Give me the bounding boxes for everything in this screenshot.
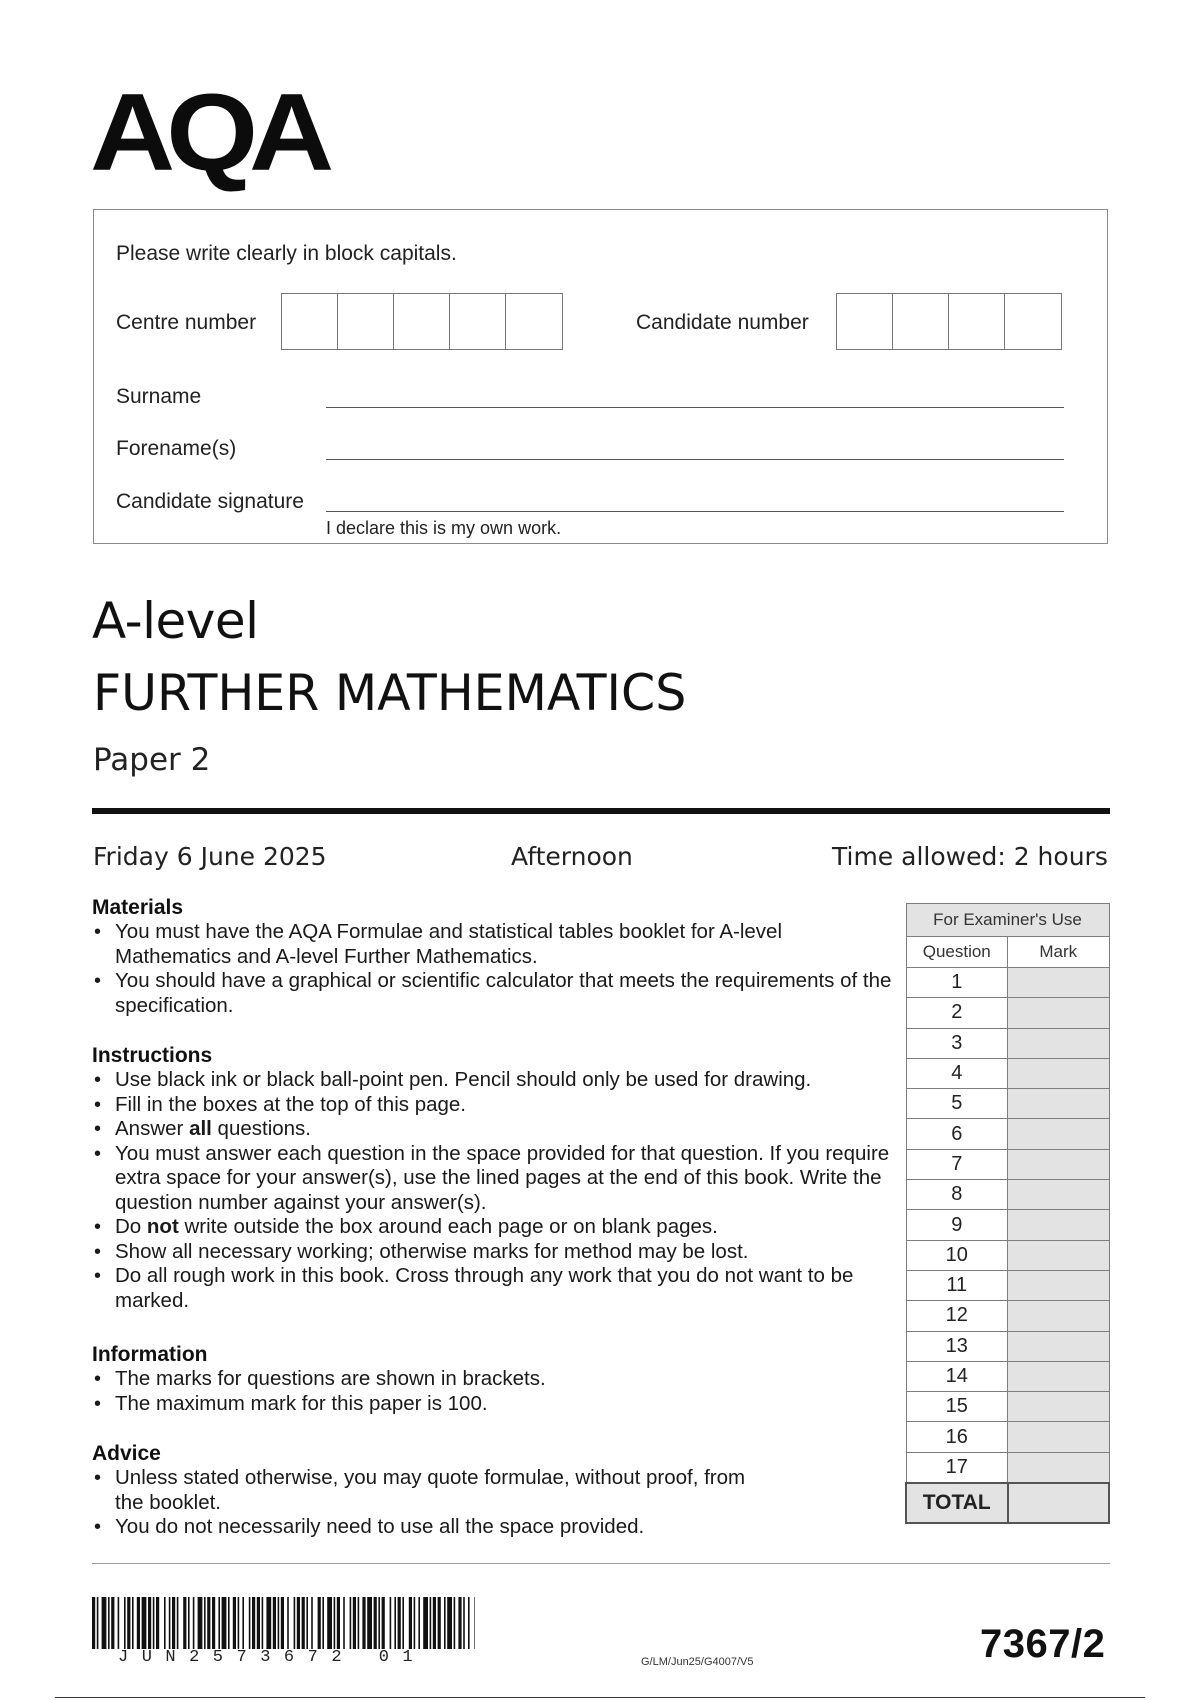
barcode-bar [252,1597,255,1649]
centre-digit-box[interactable] [506,294,562,349]
barcode-bar [132,1597,134,1649]
table-row [906,1149,1109,1179]
instructions-section [92,1044,892,1313]
barcode-bar [418,1597,420,1649]
advice-section [92,1442,772,1540]
question-column-header: Question [906,937,1008,968]
table-row [906,1028,1109,1058]
question-number: 8 [906,1180,1008,1210]
barcode-bar [458,1597,461,1649]
list-item: • The marks for questions are shown in brackets. [92,1367,892,1392]
barcode-bar [102,1597,107,1649]
barcode-bar [362,1597,365,1649]
barcode-bar [118,1597,120,1649]
barcode-bar [382,1597,385,1649]
question-number: 1 [906,968,1008,998]
materials-list [92,920,892,1018]
mark-cell[interactable] [1008,1422,1110,1452]
centre-number-label: Centre number [116,311,257,334]
mark-cell[interactable] [1008,1210,1110,1240]
barcode-bar [127,1597,130,1649]
barcode-bar [414,1597,416,1649]
barcode-bar [262,1597,264,1649]
barcode-bar [306,1597,308,1649]
centre-digit-box[interactable] [394,294,450,349]
candidate-number-label: Candidate number [636,311,809,334]
barcode-bar [454,1597,456,1649]
list-item [92,1117,892,1142]
barcode-bar [108,1597,110,1649]
question-number: 14 [906,1361,1008,1391]
table-row [906,1301,1109,1331]
barcode-bar [374,1597,377,1649]
barcode-bar [337,1597,340,1649]
subject-title: FURTHER MATHEMATICS [93,664,687,722]
table-row [906,1422,1109,1452]
barcode-bar [311,1597,313,1649]
information-section [92,1343,892,1416]
mark-cell[interactable] [1008,1058,1110,1088]
barcode-bar [287,1597,289,1649]
barcode-bar [423,1597,428,1649]
list-item: • You must have the AQA Formulae and statistical tables booklet for A-level Mathematics and A-level Further Mathematics. [92,920,892,969]
surname-label: Surname [116,385,202,408]
barcode-bar [278,1597,280,1649]
table-row [906,1119,1109,1149]
list-item: • The maximum mark for this paper is 100. [92,1392,892,1417]
list-item: • You must answer each question in the space provided for that question. If you require extra space for your answer(s), use the lined pages at the end of this book. Write the question number against your answer(s). [92,1142,892,1216]
barcode-bar [327,1597,332,1649]
emphasis-text: not [146,1215,179,1238]
barcode-bar [402,1597,404,1649]
barcode-bar [249,1597,251,1649]
exam-date: Friday 6 June 2025 [93,842,327,871]
text-fragment: Do [115,1215,147,1238]
barcode-bar [257,1597,260,1649]
centre-digit-box[interactable] [338,294,394,349]
barcode-bar [433,1597,436,1649]
list-item: • Fill in the boxes at the top of this page. [92,1093,892,1118]
barcode-bar [172,1597,175,1649]
information-list [92,1367,892,1416]
barcode-bar [390,1597,392,1649]
barcode-bar [447,1597,452,1649]
surname-field[interactable] [326,407,1064,408]
barcode-bar [148,1597,151,1649]
aqa-logo: AQA [90,71,326,195]
question-rows [906,968,1109,1483]
barcode-bar [228,1597,230,1649]
information-heading: Information [92,1343,208,1366]
signature-label: Candidate signature [116,490,304,513]
barcode-bar [343,1597,345,1649]
table-row [906,1361,1109,1391]
barcode-bar [281,1597,284,1649]
question-number: 6 [906,1119,1008,1149]
table-row [906,1270,1109,1300]
mark-cell[interactable] [1008,1149,1110,1179]
list-item: • You should have a graphical or scientific calculator that meets the requirements of the specification. [92,969,892,1018]
emphasis-text: all [189,1117,212,1140]
mark-cell[interactable] [1008,1361,1110,1391]
mark-cell[interactable] [1008,1331,1110,1361]
list-item: • Do all rough work in this book. Cross through any work that you do not want to be marked. [92,1264,892,1313]
barcode-bar [358,1597,360,1649]
materials-heading: Materials [92,896,184,919]
mark-cell[interactable] [1008,1452,1110,1482]
mark-cell[interactable] [1008,1180,1110,1210]
table-row [906,1331,1109,1361]
barcode-bar [169,1597,171,1649]
barcode-bar [198,1597,203,1649]
barcode-bar [111,1597,114,1649]
barcode-bar [367,1597,372,1649]
barcode-bar [474,1597,475,1649]
barcode-bar [409,1597,412,1649]
barcode-bar [183,1597,186,1649]
barcode-bar [242,1597,244,1649]
materials-section [92,896,892,1018]
list-item: • You do not necessarily need to use all the space provided. [92,1515,772,1540]
question-number: 15 [906,1392,1008,1422]
question-number: 10 [906,1240,1008,1270]
barcode-number: JUN2573672 01 [118,1648,427,1667]
barcode-bar [273,1597,276,1649]
candidate-digit-box[interactable] [949,294,1005,349]
barcode-bar [222,1597,227,1649]
barcode-bar [398,1597,401,1649]
mark-cell[interactable] [1008,1270,1110,1300]
signature-field[interactable] [326,511,1064,512]
level-title: A-level [92,592,259,650]
barcode-bar [378,1597,380,1649]
thin-divider [92,1563,1110,1564]
mark-cell[interactable] [1008,1301,1110,1331]
advice-list [92,1466,772,1540]
question-number: 13 [906,1331,1008,1361]
mark-column-header: Mark [1008,937,1110,968]
barcode-bar [438,1597,441,1649]
text-fragment: Answer [115,1117,190,1140]
barcode-bar [334,1597,336,1649]
question-number: 12 [906,1301,1008,1331]
barcode-bar [294,1597,296,1649]
barcode-bar [188,1597,190,1649]
barcode-bar [142,1597,147,1649]
barcode-bar [177,1597,179,1649]
text-fragment: questions. [211,1117,312,1140]
table-row [906,1180,1109,1210]
barcode-bar [193,1597,195,1649]
forename-field[interactable] [326,459,1064,460]
barcode-bar [124,1597,126,1649]
question-number: 16 [906,1422,1008,1452]
barcode-bar [153,1597,155,1649]
barcode-bar [92,1597,95,1649]
barcode-bar [430,1597,432,1649]
barcode-bar [444,1597,446,1649]
time-allowed: Time allowed: 2 hours [832,842,1108,871]
table-row [906,1210,1109,1240]
mark-cell[interactable] [1008,968,1110,998]
barcode-bar [468,1597,470,1649]
question-number: 3 [906,1028,1008,1058]
question-number: 4 [906,1058,1008,1088]
table-row [906,1392,1109,1422]
barcode-bar [394,1597,396,1649]
mark-cell[interactable] [1008,1119,1110,1149]
question-number: 9 [906,1210,1008,1240]
barcode-bar [353,1597,356,1649]
barcode-bar [350,1597,352,1649]
table-row [906,998,1109,1028]
mark-cell[interactable] [1008,998,1110,1028]
barcode-bar [218,1597,220,1649]
declaration-text: I declare this is my own work. [326,518,562,538]
centre-number-boxes[interactable] [281,293,563,350]
centre-digit-box[interactable] [282,294,338,349]
barcode-bar [212,1597,215,1649]
barcode-bar [302,1597,305,1649]
barcode-bar [238,1597,240,1649]
table-row [906,1058,1109,1088]
list-item: • Unless stated otherwise, you may quote formulae, without proof, from the booklet. [92,1466,772,1515]
reference-code: G/LM/Jun25/G4007/V5 [641,1656,754,1668]
forename-label: Forename(s) [116,437,237,460]
candidate-digit-box[interactable] [837,294,893,349]
centre-digit-box[interactable] [450,294,506,349]
instructions-list [92,1068,892,1313]
advice-heading: Advice [92,1442,161,1465]
table-row [906,1089,1109,1119]
question-number: 2 [906,998,1008,1028]
text-fragment: write outside the box around each page or on blank pages. [178,1215,718,1238]
barcode-bar [322,1597,324,1649]
barcode-bar [318,1597,321,1649]
mark-cell[interactable] [1008,1240,1110,1270]
mark-cell[interactable] [1008,1089,1110,1119]
barcode [92,1597,475,1649]
list-item: • Use black ink or black ball-point pen. Pencil should only be used for drawing. [92,1068,892,1093]
barcode-bar [463,1597,465,1649]
question-number: 5 [906,1089,1008,1119]
barcode-bar [156,1597,159,1649]
table-row [906,1240,1109,1270]
table-row [906,1452,1109,1482]
mark-cell[interactable] [1008,1028,1110,1058]
total-row [906,1483,1109,1523]
total-label: TOTAL [906,1483,1008,1523]
candidate-number-boxes[interactable] [836,293,1062,350]
mark-cell[interactable] [1008,1392,1110,1422]
barcode-bar [266,1597,271,1649]
table-row [906,968,1109,998]
barcode-bar [233,1597,236,1649]
instructions-heading: Instructions [92,1044,213,1067]
barcode-bar [297,1597,300,1649]
total-mark-cell[interactable] [1008,1483,1110,1523]
question-number: 11 [906,1270,1008,1300]
table-title: For Examiner's Use [906,904,1109,937]
block-capitals-instruction: Please write clearly in block capitals. [116,242,457,265]
exam-session: Afternoon [511,842,633,871]
thick-divider [92,808,1110,814]
barcode-bar [97,1597,99,1649]
candidate-digit-box[interactable] [893,294,949,349]
paper-code: 7367/2 [980,1622,1106,1666]
page-edge-rule [55,1697,1145,1698]
list-item: • Show all necessary working; otherwise marks for method may be lost. [92,1240,892,1265]
question-number: 17 [906,1452,1008,1482]
barcode-bar [204,1597,206,1649]
list-item [92,1215,892,1240]
barcode-bar [137,1597,140,1649]
barcode-bar [164,1597,166,1649]
question-number: 7 [906,1149,1008,1179]
candidate-digit-box[interactable] [1005,294,1061,349]
examiner-use-table [905,903,1110,1524]
paper-title: Paper 2 [93,742,211,778]
barcode-bar [207,1597,210,1649]
